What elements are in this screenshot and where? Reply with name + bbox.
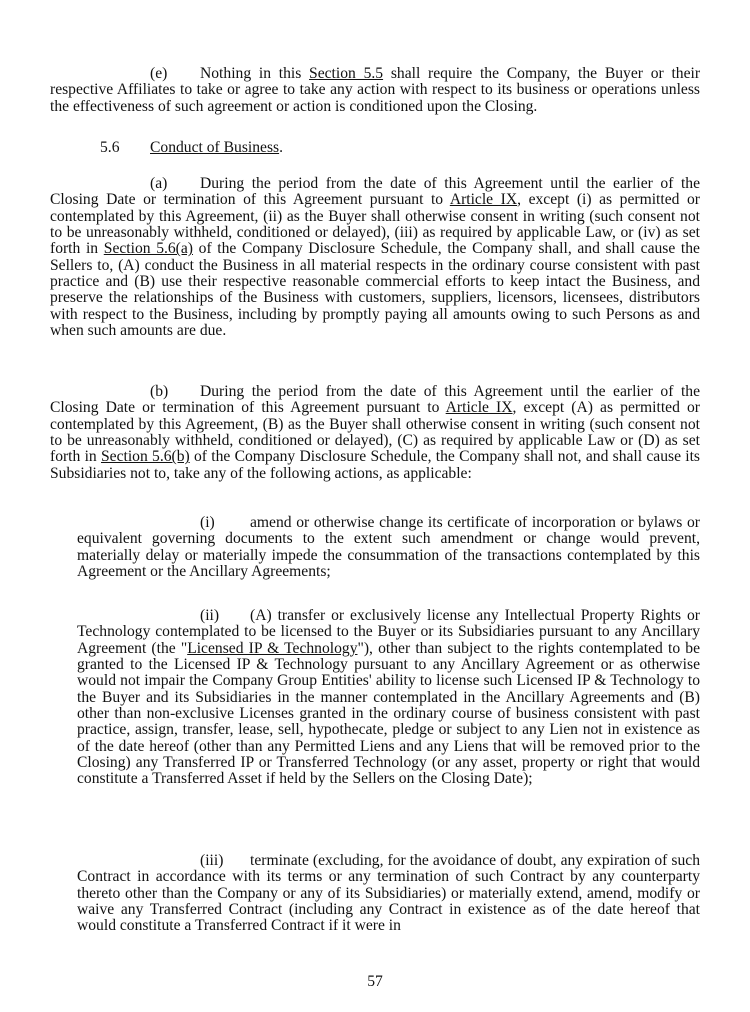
para-text: During the period from the date of this Agreement until the earlier of the Closing Date or termination of this Agreement pursuant to [50, 383, 700, 417]
para-text: shall require the Company, the Buyer or their respective Affiliates to take or agree to take any action with respect to its business or operations unless the effectiveness of such agreement or action is conditioned upon the Closing. [50, 65, 701, 115]
para-label: (b) [150, 383, 169, 400]
para-label: (a) [150, 175, 168, 192]
item-text: "), other than subject to the rights contemplated to be granted to the Licensed IP & Technology pursuant to any Ancillary Agreement or as otherwise would not impair the Company Group Entities' ability to license such Licensed IP & Technology to the Buyer and its Subsidiaries in the manner contemplated in the Ancillary Agreements and (B) other than non-exclusive Licenses granted in the ordinary course of business consistent with past practice, assign, transfer, lease, sell, hypothecate, pledge or subject to any Lien not in existence as of the date hereof (other than any Permitted Liens and any Liens that will be removed prior to the Closing) any Transferred IP or Transferred Technology (or any asset, property or right that would constitute a Transferred Asset if held by the Sellers on the Closing Date); [77, 639, 700, 788]
list-item-iii [77, 853, 700, 935]
para-text: During the period from the date of this Agreement until the earlier of the Closing Date or termination of this Agreement pursuant to [50, 175, 700, 209]
list-item-i [77, 515, 700, 580]
para-text: of the Company Disclosure Schedule, the Company shall not, and shall cause its Subsidiaries not to, take any of the following actions, as applicable: [50, 448, 701, 482]
page-number: 57 [367, 973, 383, 990]
item-text: terminate (excluding, for the avoidance of doubt, any expiration of such Contract in accordance with its terms or any termination of such Contract by any counterparty thereto other than the Company or any of its Subsidiaries) or materially extend, amend, modify or waive any Transferred Contract (including any Contract in existence as of the date hereof that would constitute a Transferred Contract if it were in [77, 852, 700, 935]
defined-term-licensed-ip: Licensed IP & Technology [187, 639, 358, 657]
para-text: Nothing in this [200, 65, 310, 82]
section-5-5-link[interactable]: Section 5.5 [309, 65, 384, 82]
section-5-6-a-link[interactable]: Section 5.6(a) [103, 240, 193, 258]
paragraph-5-6-b [50, 384, 700, 482]
section-title: Conduct of Business [150, 139, 280, 156]
article-ix-link[interactable]: Article IX [449, 191, 518, 209]
section-number: 5.6 [100, 139, 120, 156]
item-text: (A) transfer or exclusively license any Intellectual Property Rights or Technology contemplated to be licensed to the Buyer or its Subsidiaries pursuant to any Ancillary Agreement (the " [77, 607, 700, 657]
para-label: (e) [150, 65, 168, 82]
item-label: (ii) [200, 607, 220, 624]
para-text: , except (A) as permitted or contemplated by this Agreement, (B) as the Buyer shall otherwise consent in writing (such consent not to be unreasonably withheld, conditioned or delayed), (C) as required by applicable Law or (D) as set forth in [50, 399, 700, 466]
paragraph-5-5-e [50, 66, 700, 115]
section-heading-5-6 [100, 140, 283, 156]
section-5-6-b-link[interactable]: Section 5.6(b) [101, 448, 190, 466]
para-text: of the Company Disclosure Schedule, the Company shall, and shall cause the Sellers to, (A) conduct the Business in all material respects in the ordinary course consistent with past practice and (B) use their respective reasonable commercial efforts to keep intact the Business, and preserve the relationships of the Business with customers, suppliers, licensors, licensees, distributors with respect to the Business, including by promptly paying all amounts owing to such Persons as and when such amounts are due. [50, 240, 700, 340]
article-ix-link[interactable]: Article IX [445, 399, 513, 417]
list-item-ii [77, 608, 700, 788]
para-text: , except (i) as permitted or contemplated by this Agreement, (ii) as the Buyer shall otherwise consent in writing (such consent not to be unreasonably withheld, conditioned or delayed), (iii) as required by applicable Law, or (iv) as set forth in [50, 191, 700, 258]
item-label: (iii) [200, 852, 224, 869]
paragraph-5-6-a [50, 176, 700, 339]
item-label: (i) [200, 514, 215, 531]
item-text: amend or otherwise change its certificate of incorporation or bylaws or equivalent governing documents to the extent such amendment or change would prevent, materially delay or materially impede the consummation of the transactions contemplated by this Agreement or the Ancillary Agreements; [77, 514, 700, 581]
section-title-period: . [279, 139, 283, 156]
